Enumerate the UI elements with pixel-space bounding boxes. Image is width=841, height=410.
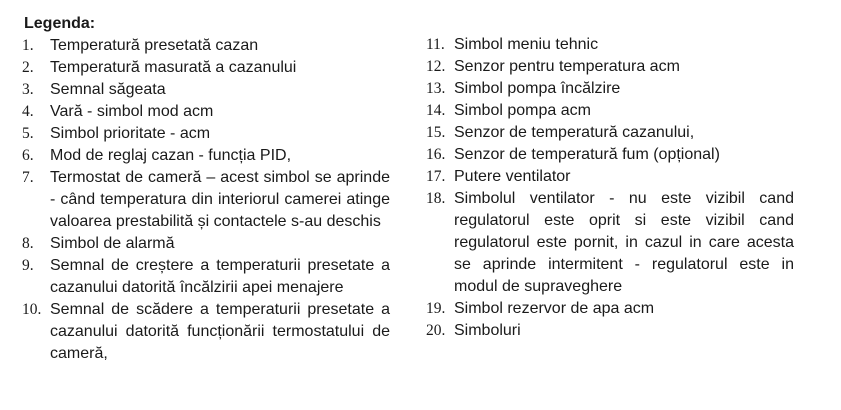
item-text: Temperatură masurată a cazanului	[50, 59, 297, 76]
item-text: Temperatură presetată cazan	[50, 37, 259, 54]
item-text: Semnal de creștere a temperaturii presetate a cazanului datorită încălzirii apei menajere	[50, 257, 390, 296]
item-number: 5.	[22, 125, 34, 142]
legend-item	[22, 79, 390, 101]
item-text: Simbol pompa încălzire	[454, 80, 621, 97]
legend-item	[426, 122, 794, 144]
item-text: Senzor de temperatură cazanului,	[454, 124, 695, 141]
item-text: Mod de reglaj cazan - funcția PID,	[50, 147, 292, 164]
item-number: 11.	[426, 36, 445, 53]
item-number: 10.	[22, 301, 42, 318]
item-text: Termostat de cameră – acest simbol se aprinde - când temperatura din interiorul camerei atinge valoarea prestabilită și contactele s-au deschis	[50, 169, 390, 230]
legend-item	[22, 57, 390, 79]
item-text: Simboluri	[454, 322, 521, 339]
item-number: 3.	[22, 81, 34, 98]
item-number: 14.	[426, 102, 446, 119]
legend-item	[22, 35, 390, 57]
legend-item	[22, 145, 390, 167]
legend-item	[22, 233, 390, 255]
item-number: 7.	[22, 169, 34, 186]
legend-title: Legenda:	[24, 15, 96, 32]
item-number: 8.	[22, 235, 34, 252]
item-text: Simbol prioritate - acm	[50, 125, 211, 142]
item-text: Senzor pentru temperatura acm	[454, 58, 680, 75]
item-number: 16.	[426, 146, 446, 163]
item-number: 17.	[426, 168, 446, 185]
legend-item	[22, 101, 390, 123]
item-text: Simbolul ventilator - nu este vizibil cand regulatorul este oprit si este vizibil cand regulatorul este pornit, in cazul in care acesta se aprinde intermitent - regulatorul este in modul de supraveghere	[454, 190, 794, 295]
legend-item	[22, 255, 390, 299]
item-number: 15.	[426, 124, 446, 141]
legend-item	[426, 144, 794, 166]
legend-item	[22, 123, 390, 145]
legend-item	[426, 188, 794, 298]
item-number: 6.	[22, 147, 34, 164]
legend-list-right	[426, 34, 794, 342]
item-text: Simbol meniu tehnic	[454, 36, 599, 53]
item-text: Simbol de alarmă	[50, 235, 175, 252]
item-number: 18.	[426, 190, 446, 207]
item-number: 20.	[426, 322, 446, 339]
legend-item	[426, 100, 794, 122]
item-number: 2.	[22, 59, 34, 76]
legend-item	[426, 320, 794, 342]
item-number: 12.	[426, 58, 446, 75]
legend-item	[426, 56, 794, 78]
legend-item	[22, 299, 390, 365]
item-text: Senzor de temperatură fum (opțional)	[454, 146, 720, 163]
legend-list-left	[22, 35, 390, 365]
item-text: Semnal săgeata	[50, 81, 166, 98]
item-text: Simbol rezervor de apa acm	[454, 300, 655, 317]
item-number: 4.	[22, 103, 34, 120]
item-number: 1.	[22, 37, 34, 54]
item-number: 9.	[22, 257, 34, 274]
item-text: Putere ventilator	[454, 168, 571, 185]
legend-item	[426, 34, 794, 56]
legend-item	[426, 166, 794, 188]
legend-item	[426, 78, 794, 100]
item-number: 19.	[426, 300, 446, 317]
item-text: Simbol pompa acm	[454, 102, 591, 119]
item-text: Vară - simbol mod acm	[50, 103, 214, 120]
legend-item	[22, 167, 390, 233]
legend-item	[426, 298, 794, 320]
item-text: Semnal de scădere a temperaturii presetate a cazanului datorită funcționării termostatului de cameră,	[50, 301, 390, 362]
item-number: 13.	[426, 80, 446, 97]
